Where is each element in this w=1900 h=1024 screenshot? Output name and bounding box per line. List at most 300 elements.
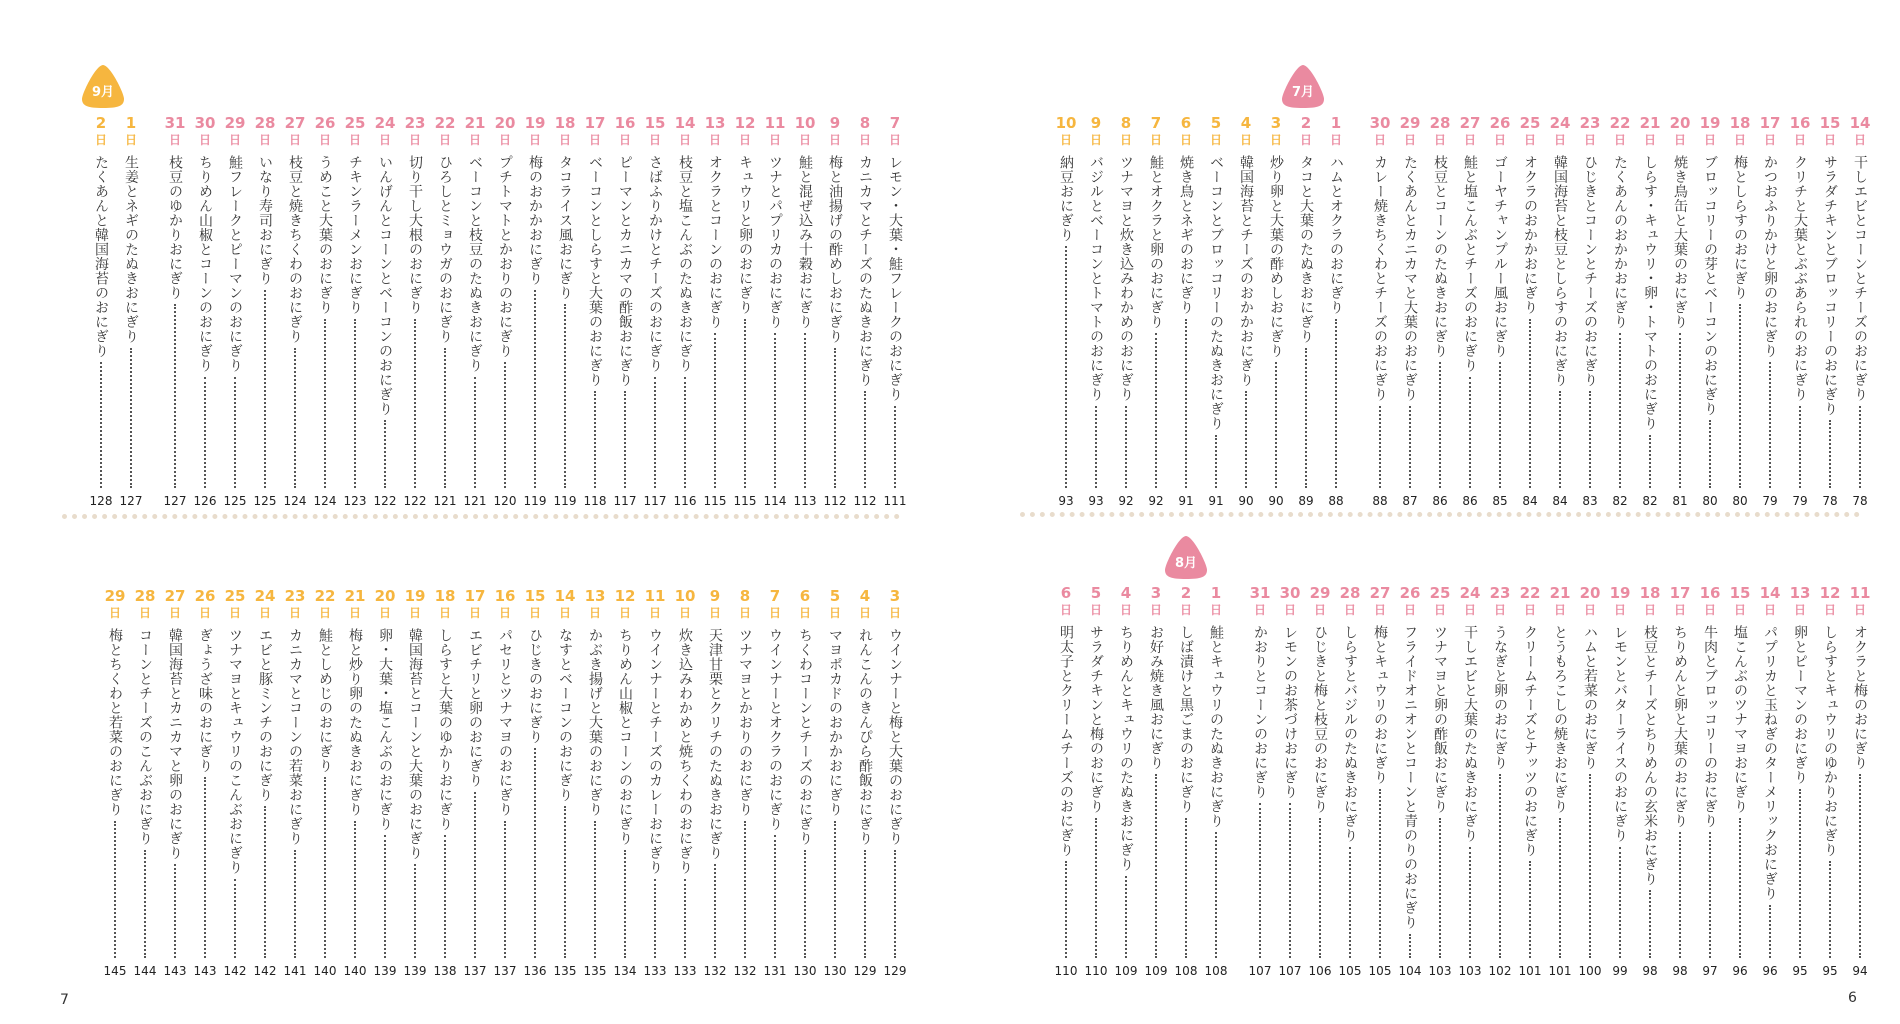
entry-page-number[interactable]: 88 bbox=[1372, 494, 1388, 508]
entry-title[interactable]: チキンラーメンおにぎり bbox=[347, 155, 363, 315]
entry-page-number[interactable]: 94 bbox=[1852, 964, 1868, 978]
entry-page-number[interactable]: 78 bbox=[1822, 494, 1838, 508]
entry-title[interactable]: 枝豆のゆかりおにぎり bbox=[167, 155, 183, 300]
entry-title[interactable]: オクラのおかかおにぎり bbox=[1522, 155, 1538, 315]
entry-title[interactable]: ツナマヨとかおりのおにぎり bbox=[737, 628, 753, 817]
entry-title[interactable]: 干しエビと大葉のたぬきおにぎり bbox=[1462, 625, 1478, 843]
toc-entry bbox=[820, 115, 850, 510]
toc-entry bbox=[1365, 585, 1395, 980]
entry-page-number[interactable]: 86 bbox=[1462, 494, 1478, 508]
entry-title[interactable]: ツナマヨと炊き込みわかめのおにぎり bbox=[1118, 155, 1134, 402]
entry-title[interactable]: 韓国海苔と枝豆としらすのおにぎり bbox=[1552, 155, 1568, 387]
entry-page-number[interactable]: 144 bbox=[133, 964, 157, 978]
toc-entry bbox=[1395, 585, 1425, 980]
entry-page-number[interactable]: 99 bbox=[1612, 964, 1628, 978]
entry-page-number[interactable]: 120 bbox=[493, 494, 517, 508]
entry-title[interactable]: ベーコンとしらすと大葉のおにぎり bbox=[587, 155, 603, 387]
toc-entry bbox=[520, 588, 550, 980]
entry-page-number[interactable]: 87 bbox=[1402, 494, 1418, 508]
entry-title[interactable]: うめこと大葉のおにぎり bbox=[317, 155, 333, 315]
toc-entry bbox=[160, 588, 190, 980]
entry-title[interactable]: 炒り卵と大葉の酢めしおにぎり bbox=[1268, 155, 1284, 358]
entry-day-number: 30 bbox=[1279, 584, 1301, 602]
dot-leader bbox=[1125, 876, 1127, 958]
month-badge-label: 9月 bbox=[91, 85, 115, 100]
entry-title[interactable]: 卵・大葉・塩こんぶのおにぎり bbox=[377, 628, 393, 831]
entry-page-number[interactable]: 98 bbox=[1672, 964, 1688, 978]
entry-title[interactable]: 梅とキュウリのおにぎり bbox=[1372, 625, 1388, 785]
dot-leader bbox=[1559, 391, 1561, 488]
entry-day-number: 21 bbox=[1639, 114, 1661, 132]
entry-day-suffix: 日 bbox=[318, 133, 331, 147]
entry-title[interactable]: 鮭としめじのおにぎり bbox=[317, 628, 333, 773]
entry-page-number[interactable]: 109 bbox=[1144, 964, 1168, 978]
entry-title[interactable]: しらす・キュウリ・卵・トマトのおにぎり bbox=[1642, 155, 1658, 431]
entry-title[interactable]: 梅と油揚げの酢めしおにぎり bbox=[827, 155, 843, 344]
entry-title[interactable]: ひろしとミョウガのおにぎり bbox=[437, 155, 453, 344]
entry-day-suffix: 日 bbox=[1433, 603, 1446, 617]
entry-title[interactable]: ひじきのおにぎり bbox=[527, 628, 543, 744]
entry-title[interactable]: ひじきと梅と枝豆のおにぎり bbox=[1312, 625, 1328, 814]
entry-title[interactable]: ちりめんとキュウリのたぬきおにぎり bbox=[1118, 625, 1134, 872]
entry-title[interactable]: タコライス風おにぎり bbox=[557, 155, 573, 300]
entry-page-number[interactable]: 104 bbox=[1398, 964, 1422, 978]
entry-day-number: 18 bbox=[434, 587, 456, 605]
dot-leader bbox=[714, 333, 716, 488]
entry-title[interactable]: 韓国海苔とコーンと大葉のおにぎり bbox=[407, 628, 423, 860]
entry-page-number[interactable]: 118 bbox=[583, 494, 607, 508]
entry-day-number: 16 bbox=[1699, 584, 1721, 602]
entry-page-number[interactable]: 129 bbox=[853, 964, 877, 978]
entry-title[interactable]: いなり寿司おにぎり bbox=[257, 155, 273, 286]
entry-title[interactable]: パプリカと玉ねぎのターメリックおにぎり bbox=[1762, 625, 1778, 901]
entry-page-number[interactable]: 108 bbox=[1174, 964, 1198, 978]
entry-title[interactable]: 鮭とキュウリのたぬきおにぎり bbox=[1208, 625, 1224, 828]
entry-page-number[interactable]: 145 bbox=[103, 964, 127, 978]
entry-page-number[interactable]: 129 bbox=[883, 964, 907, 978]
entry-title[interactable]: たくあんと韓国海苔のおにぎり bbox=[93, 155, 109, 358]
dot-leader bbox=[174, 864, 176, 958]
entry-title[interactable]: ちりめん山椒とコーンのおにぎり bbox=[197, 155, 213, 373]
dot-leader bbox=[1859, 774, 1861, 958]
entry-title[interactable]: 梅のおかかおにぎり bbox=[527, 155, 543, 286]
entry-title[interactable]: ピーマンとカニカマの酢飯おにぎり bbox=[617, 155, 633, 387]
entry-title[interactable]: ゴーヤチャンプルー風おにぎり bbox=[1492, 155, 1508, 358]
entry-page-number[interactable]: 130 bbox=[793, 964, 817, 978]
entry-day-suffix: 日 bbox=[258, 133, 271, 147]
entry-title[interactable]: オクラと梅のおにぎり bbox=[1852, 625, 1868, 770]
entry-title[interactable]: とうもろこしの焼きおにぎり bbox=[1552, 625, 1568, 814]
entry-day-suffix: 日 bbox=[228, 133, 241, 147]
entry-title[interactable]: 枝豆と塩こんぶのたぬきおにぎり bbox=[677, 155, 693, 373]
entry-day-suffix: 日 bbox=[588, 606, 601, 620]
entry-title[interactable]: エビチリと卵のおにぎり bbox=[467, 628, 483, 788]
entry-title[interactable]: 焼き鳥缶と大葉のおにぎり bbox=[1672, 155, 1688, 329]
entry-title[interactable]: 梅と炒り卵のたぬきおにぎり bbox=[347, 628, 363, 817]
toc-entry bbox=[220, 115, 250, 510]
entry-page-number[interactable]: 117 bbox=[613, 494, 637, 508]
entry-page-number[interactable]: 80 bbox=[1702, 494, 1718, 508]
dot-leader bbox=[1335, 319, 1337, 488]
entry-title[interactable]: ベーコンとブロッコリーのたぬきおにぎり bbox=[1208, 155, 1224, 431]
entry-title[interactable]: 焼き鳥とネギのおにぎり bbox=[1178, 155, 1194, 315]
entry-day-number: 7 bbox=[769, 587, 781, 605]
entry-day-number: 18 bbox=[554, 114, 576, 132]
entry-page-number[interactable]: 135 bbox=[553, 964, 577, 978]
dot-leader bbox=[1379, 406, 1381, 488]
entry-page-number[interactable]: 93 bbox=[1058, 494, 1074, 508]
entry-title[interactable]: ツナとパプリカのおにぎり bbox=[767, 155, 783, 329]
entry-page-number[interactable]: 122 bbox=[403, 494, 427, 508]
toc-entry bbox=[1051, 585, 1081, 980]
dot-leader bbox=[474, 377, 476, 488]
entry-title[interactable]: ハムと若菜のおにぎり bbox=[1582, 625, 1598, 770]
entry-title[interactable]: お好み焼き風おにぎり bbox=[1148, 625, 1164, 770]
entry-page-number[interactable]: 139 bbox=[403, 964, 427, 978]
entry-title[interactable]: ベーコンと枝豆のたぬきおにぎり bbox=[467, 155, 483, 373]
entry-title[interactable]: うなぎと卵のおにぎり bbox=[1492, 625, 1508, 770]
entry-day-number: 3 bbox=[1150, 584, 1162, 602]
entry-day bbox=[280, 588, 310, 621]
entry-title[interactable]: 牛肉とブロッコリーのおにぎり bbox=[1702, 625, 1718, 828]
entry-page-number[interactable]: 109 bbox=[1114, 964, 1138, 978]
entry-page-number[interactable]: 121 bbox=[463, 494, 487, 508]
dot-leader bbox=[1619, 847, 1621, 958]
toc-entry bbox=[190, 588, 220, 980]
entry-title[interactable]: なすとベーコンのおにぎり bbox=[557, 628, 573, 802]
toc-entry bbox=[460, 588, 490, 980]
entry-day bbox=[1845, 585, 1875, 618]
entry-page-number[interactable]: 122 bbox=[373, 494, 397, 508]
entry-page-number[interactable]: 127 bbox=[163, 494, 187, 508]
entry-page-number[interactable]: 133 bbox=[673, 964, 697, 978]
entry-title[interactable]: カレー焼きちくわとチーズのおにぎり bbox=[1372, 155, 1388, 402]
entry-title[interactable]: オクラとコーンのおにぎり bbox=[707, 155, 723, 329]
dot-leader bbox=[834, 821, 836, 958]
entry-title[interactable]: 梅としらすのおにぎり bbox=[1732, 155, 1748, 300]
entry-title[interactable]: ウインナーとチーズのカレーおにぎり bbox=[647, 628, 663, 875]
entry-page-number[interactable]: 90 bbox=[1238, 494, 1254, 508]
entry-title[interactable]: コーンとチーズのこんぶおにぎり bbox=[137, 628, 153, 846]
dot-leader bbox=[474, 792, 476, 958]
entry-day bbox=[520, 588, 550, 621]
dot-leader bbox=[1829, 861, 1831, 958]
entry-title[interactable]: しらすと大葉のゆかりおにぎり bbox=[437, 628, 453, 831]
entry-day-number: 28 bbox=[1429, 114, 1451, 132]
entry-page-number[interactable]: 131 bbox=[763, 964, 787, 978]
entry-page-number[interactable]: 123 bbox=[343, 494, 367, 508]
entry-title[interactable]: 天津甘栗とクリチのたぬきおにぎり bbox=[707, 628, 723, 860]
entry-page-number[interactable]: 114 bbox=[763, 494, 787, 508]
entry-page-number[interactable]: 126 bbox=[193, 494, 217, 508]
entry-page-number[interactable]: 142 bbox=[253, 964, 277, 978]
entry-day-number: 8 bbox=[859, 114, 871, 132]
entry-page-number[interactable]: 115 bbox=[733, 494, 757, 508]
entry-day-number: 12 bbox=[614, 587, 636, 605]
entry-page-number[interactable]: 96 bbox=[1762, 964, 1778, 978]
entry-title[interactable]: バジルとベーコンとトマトのおにぎり bbox=[1088, 155, 1104, 402]
entry-title[interactable]: れんこんのきんぴら酢飯おにぎり bbox=[857, 628, 873, 846]
entry-page-number[interactable]: 84 bbox=[1552, 494, 1568, 508]
entry-page-number[interactable]: 125 bbox=[223, 494, 247, 508]
entry-page-number[interactable]: 132 bbox=[703, 964, 727, 978]
entry-title[interactable]: レモンのお茶づけおにぎり bbox=[1282, 625, 1298, 799]
entry-page-number[interactable]: 139 bbox=[373, 964, 397, 978]
entry-page-number[interactable]: 95 bbox=[1792, 964, 1808, 978]
entry-page-number[interactable]: 143 bbox=[163, 964, 187, 978]
entry-title[interactable]: かつおふりかけと卵のおにぎり bbox=[1762, 155, 1778, 358]
entry-day-suffix: 日 bbox=[1493, 603, 1506, 617]
entry-title[interactable]: マヨポカドのおかかおにぎり bbox=[827, 628, 843, 817]
entry-page-number[interactable]: 116 bbox=[673, 494, 697, 508]
entry-title[interactable]: たくあんのおかかおにぎり bbox=[1612, 155, 1628, 329]
entry-day bbox=[1755, 585, 1785, 618]
entry-page-number[interactable]: 95 bbox=[1822, 964, 1838, 978]
toc-entry bbox=[1515, 115, 1545, 510]
entry-title[interactable]: たくあんとカニカマと大葉のおにぎり bbox=[1402, 155, 1418, 402]
entry-title[interactable]: エビと豚ミンチのおにぎり bbox=[257, 628, 273, 802]
toc-entry bbox=[1815, 585, 1845, 980]
entry-day-suffix: 日 bbox=[1403, 133, 1416, 147]
entry-page-number[interactable]: 124 bbox=[313, 494, 337, 508]
toc-entry bbox=[280, 588, 310, 980]
entry-title[interactable]: クリチと大葉とぶぶあられのおにぎり bbox=[1792, 155, 1808, 402]
entry-title[interactable]: しらすとキュウリのゆかりおにぎり bbox=[1822, 625, 1838, 857]
entry-title[interactable]: ぎょうざ味のおにぎり bbox=[197, 628, 213, 773]
entry-page-number[interactable]: 79 bbox=[1792, 494, 1808, 508]
entry-page-number[interactable]: 78 bbox=[1852, 494, 1868, 508]
entry-page-number[interactable]: 117 bbox=[643, 494, 667, 508]
entry-day bbox=[1545, 585, 1575, 618]
month-badge-august bbox=[1163, 534, 1209, 580]
entry-title[interactable]: ひじきとコーンとチーズのおにぎり bbox=[1582, 155, 1598, 387]
entry-title[interactable]: ブロッコリーの芽とベーコンのおにぎり bbox=[1702, 155, 1718, 416]
entry-page-number[interactable]: 83 bbox=[1582, 494, 1598, 508]
entry-page-number[interactable]: 136 bbox=[523, 964, 547, 978]
entry-page-number[interactable]: 132 bbox=[733, 964, 757, 978]
entry-day-suffix: 日 bbox=[528, 606, 541, 620]
entry-title[interactable]: 鮭と混ぜ込み十穀おにぎり bbox=[797, 155, 813, 329]
entry-title[interactable]: 韓国海苔とチーズのおかかおにぎり bbox=[1238, 155, 1254, 387]
entry-page-number[interactable]: 81 bbox=[1672, 494, 1688, 508]
entry-page-number[interactable]: 91 bbox=[1178, 494, 1194, 508]
dot-leader bbox=[654, 879, 656, 958]
entry-page-number[interactable]: 103 bbox=[1458, 964, 1482, 978]
entry-page-number[interactable]: 80 bbox=[1732, 494, 1748, 508]
toc-entry bbox=[1635, 115, 1665, 510]
entry-page-number[interactable]: 107 bbox=[1248, 964, 1272, 978]
entry-title[interactable]: 梅とちくわと若菜のおにぎり bbox=[107, 628, 123, 817]
entry-page-number[interactable]: 92 bbox=[1148, 494, 1164, 508]
entry-page-number[interactable]: 124 bbox=[283, 494, 307, 508]
entry-page-number[interactable]: 142 bbox=[223, 964, 247, 978]
entry-page-number[interactable]: 115 bbox=[703, 494, 727, 508]
entry-title[interactable]: サラダチキンとブロッコリーのおにぎり bbox=[1822, 155, 1838, 416]
entry-day-suffix: 日 bbox=[1643, 133, 1656, 147]
entry-title[interactable]: ちくわコーンとチーズのおにぎり bbox=[797, 628, 813, 846]
entry-day-number: 20 bbox=[374, 587, 396, 605]
entry-day-number: 18 bbox=[1729, 114, 1751, 132]
entry-day bbox=[1665, 585, 1695, 618]
entry-day-number: 4 bbox=[1240, 114, 1252, 132]
entry-title[interactable]: レモンとバターライスのおにぎり bbox=[1612, 625, 1628, 843]
entry-title[interactable]: タコと大葉のたぬきおにぎり bbox=[1298, 155, 1314, 344]
entry-title[interactable]: しらすとバジルのたぬきおにぎり bbox=[1342, 625, 1358, 843]
entry-page-number[interactable]: 137 bbox=[493, 964, 517, 978]
entry-page-number[interactable]: 82 bbox=[1612, 494, 1628, 508]
entry-title[interactable]: かぶき揚げと大葉のおにぎり bbox=[587, 628, 603, 817]
entry-title[interactable]: サラダチキンと梅のおにぎり bbox=[1088, 625, 1104, 814]
entry-page-number[interactable]: 134 bbox=[613, 964, 637, 978]
entry-title[interactable]: カニカマとコーンの若菜おにぎり bbox=[287, 628, 303, 846]
entry-title[interactable]: 枝豆と焼きちくわのおにぎり bbox=[287, 155, 303, 344]
toc-entry bbox=[1051, 115, 1081, 510]
entry-page-number[interactable]: 108 bbox=[1204, 964, 1228, 978]
entry-day-number: 1 bbox=[125, 114, 137, 132]
entry-page-number[interactable]: 102 bbox=[1488, 964, 1512, 978]
entry-page-number[interactable]: 84 bbox=[1522, 494, 1538, 508]
dot-leader bbox=[594, 391, 596, 488]
entry-title[interactable]: 卵とピーマンのおにぎり bbox=[1792, 625, 1808, 785]
entry-page-number[interactable]: 137 bbox=[463, 964, 487, 978]
entry-day bbox=[86, 115, 116, 148]
toc-entry bbox=[550, 588, 580, 980]
entry-page-number[interactable]: 92 bbox=[1118, 494, 1134, 508]
entry-page-number[interactable]: 127 bbox=[119, 494, 143, 508]
entry-page-number[interactable]: 141 bbox=[283, 964, 307, 978]
entry-title[interactable]: 干しエビとコーンとチーズのおにぎり bbox=[1852, 155, 1868, 402]
entry-page-number[interactable]: 140 bbox=[343, 964, 367, 978]
entry-page-number[interactable]: 106 bbox=[1308, 964, 1332, 978]
toc-entry bbox=[1515, 585, 1545, 980]
entry-title[interactable]: ウインナーと梅と大葉のおにぎり bbox=[887, 628, 903, 846]
entry-title[interactable]: クリームチーズとナッツのおにぎり bbox=[1522, 625, 1538, 857]
entry-page-number[interactable]: 85 bbox=[1492, 494, 1508, 508]
entry-title[interactable]: 枝豆とチーズとちりめんの玄米おにぎり bbox=[1642, 625, 1658, 886]
entry-page-number[interactable]: 121 bbox=[433, 494, 457, 508]
entry-page-number[interactable]: 112 bbox=[853, 494, 877, 508]
entry-page-number[interactable]: 140 bbox=[313, 964, 337, 978]
entry-day-number: 2 bbox=[95, 114, 107, 132]
entry-title[interactable]: 鮭とオクラと卵のおにぎり bbox=[1148, 155, 1164, 329]
entry-page-number[interactable]: 128 bbox=[89, 494, 113, 508]
dot-leader bbox=[1185, 818, 1187, 958]
entry-day-number: 23 bbox=[1579, 114, 1601, 132]
entry-page-number[interactable]: 100 bbox=[1578, 964, 1602, 978]
entry-page-number[interactable]: 103 bbox=[1428, 964, 1452, 978]
entry-title[interactable]: ちりめん山椒とコーンのおにぎり bbox=[617, 628, 633, 846]
entry-page-number[interactable]: 110 bbox=[1054, 964, 1078, 978]
entry-title[interactable]: しば漬けと黒ごまのおにぎり bbox=[1178, 625, 1194, 814]
entry-day bbox=[1321, 115, 1351, 148]
entry-page-number[interactable]: 112 bbox=[823, 494, 847, 508]
entry-page-number[interactable]: 79 bbox=[1762, 494, 1778, 508]
entry-day-suffix: 日 bbox=[1329, 133, 1342, 147]
dot-leader bbox=[1185, 319, 1187, 488]
entry-page-number[interactable]: 101 bbox=[1518, 964, 1542, 978]
entry-title[interactable]: ツナマヨとキュウリのこんぶおにぎり bbox=[227, 628, 243, 875]
entry-page-number[interactable]: 143 bbox=[193, 964, 217, 978]
entry-title[interactable]: 明太子とクリームチーズのおにぎり bbox=[1058, 625, 1074, 857]
entry-title[interactable]: 納豆おにぎり bbox=[1058, 155, 1074, 242]
entry-title[interactable]: ちりめんと卵と大葉のおにぎり bbox=[1672, 625, 1688, 828]
entry-day-suffix: 日 bbox=[408, 606, 421, 620]
entry-title[interactable]: 鮭と塩こんぶとチーズのおにぎり bbox=[1462, 155, 1478, 373]
entry-page-number[interactable]: 119 bbox=[553, 494, 577, 508]
entry-title[interactable]: キュウリと卵のおにぎり bbox=[737, 155, 753, 315]
entry-day bbox=[790, 115, 820, 148]
entry-title[interactable]: プチトマトとかおりのおにぎり bbox=[497, 155, 513, 358]
entry-day-suffix: 日 bbox=[1553, 133, 1566, 147]
entry-title[interactable]: 生姜とネギのたぬきおにぎり bbox=[123, 155, 139, 344]
entry-title[interactable]: 塩こんぶのツナマヨおにぎり bbox=[1732, 625, 1748, 814]
entry-title[interactable]: ツナマヨと卵の酢飯おにぎり bbox=[1432, 625, 1448, 814]
dot-leader bbox=[504, 362, 506, 488]
entry-day-suffix: 日 bbox=[468, 606, 481, 620]
entry-title[interactable]: パセリとツナマヨのおにぎり bbox=[497, 628, 513, 817]
entry-title[interactable]: ハムとオクラのおにぎり bbox=[1328, 155, 1344, 315]
entry-page-number[interactable]: 119 bbox=[523, 494, 547, 508]
entry-page-number[interactable]: 113 bbox=[793, 494, 817, 508]
entry-page-number[interactable]: 89 bbox=[1298, 494, 1314, 508]
entry-page-number[interactable]: 98 bbox=[1642, 964, 1658, 978]
entry-day bbox=[190, 115, 220, 148]
entry-title[interactable]: カニカマとチーズのたぬきおにぎり bbox=[857, 155, 873, 387]
entry-title[interactable]: 鮭フレークとピーマンのおにぎり bbox=[227, 155, 243, 373]
page-number-right: 6 bbox=[1848, 990, 1857, 1006]
entry-title[interactable]: ウインナーとオクラのおにぎり bbox=[767, 628, 783, 831]
entry-title[interactable]: かおりとコーンのおにぎり bbox=[1252, 625, 1268, 799]
entry-title[interactable]: さばふりかけとチーズのおにぎり bbox=[647, 155, 663, 373]
entry-page-number[interactable]: 93 bbox=[1088, 494, 1104, 508]
entry-title[interactable]: 炊き込みわかめと焼ちくわのおにぎり bbox=[677, 628, 693, 875]
entry-page-number[interactable]: 97 bbox=[1702, 964, 1718, 978]
entry-day bbox=[1365, 115, 1395, 148]
entry-page-number[interactable]: 90 bbox=[1268, 494, 1284, 508]
entry-page-number[interactable]: 101 bbox=[1548, 964, 1572, 978]
entry-page-number[interactable]: 88 bbox=[1328, 494, 1344, 508]
entry-page-number[interactable]: 105 bbox=[1338, 964, 1362, 978]
dot-leader bbox=[1439, 818, 1441, 958]
entry-page-number[interactable]: 107 bbox=[1278, 964, 1302, 978]
entry-page-number[interactable]: 110 bbox=[1084, 964, 1108, 978]
entry-page-number[interactable]: 135 bbox=[583, 964, 607, 978]
entry-page-number[interactable]: 133 bbox=[643, 964, 667, 978]
entry-day bbox=[1425, 115, 1455, 148]
entry-title[interactable]: レモン・大葉・鮭フレークのおにぎり bbox=[887, 155, 903, 402]
entry-page-number[interactable]: 96 bbox=[1732, 964, 1748, 978]
entry-title[interactable]: フライドオニオンとコーンと青のりのおにぎり bbox=[1402, 625, 1418, 930]
entry-page-number[interactable]: 138 bbox=[433, 964, 457, 978]
entry-page-number[interactable]: 111 bbox=[883, 494, 907, 508]
entry-page-number[interactable]: 91 bbox=[1208, 494, 1224, 508]
entry-page-number[interactable]: 130 bbox=[823, 964, 847, 978]
entry-title[interactable]: いんげんとコーンとベーコンのおにぎり bbox=[377, 155, 393, 416]
entry-day bbox=[700, 588, 730, 621]
entry-page-number[interactable]: 105 bbox=[1368, 964, 1392, 978]
entry-page-number[interactable]: 125 bbox=[253, 494, 277, 508]
entry-page-number[interactable]: 86 bbox=[1432, 494, 1448, 508]
entry-page-number[interactable]: 82 bbox=[1642, 494, 1658, 508]
entry-day-suffix: 日 bbox=[1463, 603, 1476, 617]
entry-title[interactable]: 韓国海苔とカニカマと卵のおにぎり bbox=[167, 628, 183, 860]
entry-day-number: 18 bbox=[1639, 584, 1661, 602]
entry-day bbox=[160, 588, 190, 621]
entry-title[interactable]: 切り干し大根のおにぎり bbox=[407, 155, 423, 315]
entry-title[interactable]: 枝豆とコーンのたぬきおにぎり bbox=[1432, 155, 1448, 358]
dot-leader bbox=[1709, 420, 1711, 488]
entry-day-suffix: 日 bbox=[1703, 133, 1716, 147]
